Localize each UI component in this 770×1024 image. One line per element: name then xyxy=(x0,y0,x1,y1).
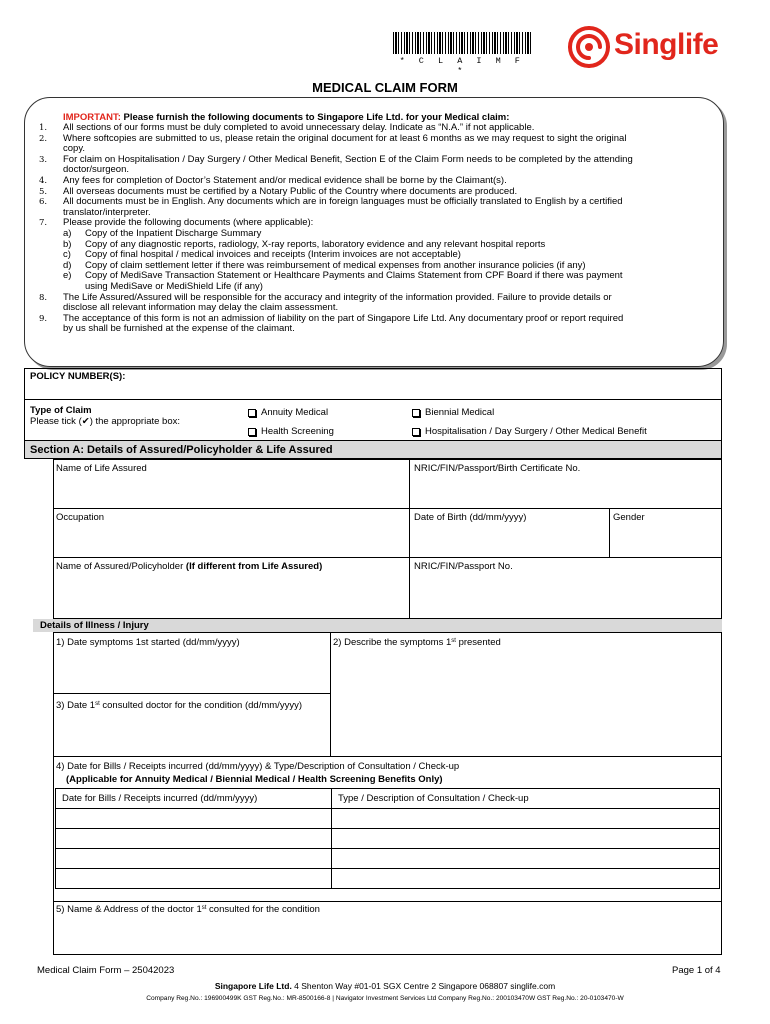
occupation-field[interactable] xyxy=(53,508,410,558)
list-item: 5. All overseas documents must be certified by a Notary Public of the Country where documents are produced. xyxy=(39,185,518,197)
list-item: 6. All documents must be in English. Any documents which are in foreign languages must be officially translated to English by a certified translator/interpreter. xyxy=(39,196,623,218)
bills-date-cell[interactable] xyxy=(55,868,332,889)
checkbox-health-screening[interactable]: Health Screening xyxy=(248,426,334,437)
barcode xyxy=(393,32,531,54)
policy-number-field[interactable] xyxy=(24,368,722,400)
bills-col-type-label: Type / Description of Consultation / Check-up xyxy=(338,793,529,804)
checkbox-annuity-medical[interactable]: Annuity Medical xyxy=(248,407,328,418)
bills-date-cell[interactable] xyxy=(55,808,332,829)
checkbox-icon[interactable] xyxy=(248,409,256,417)
bills-question-label: 4) Date for Bills / Receipts incurred (dd/mm/yyyy) & Type/Description of Consultation / Check-up xyxy=(56,761,460,772)
life-assured-nric-label: NRIC/FIN/Passport/Birth Certificate No. xyxy=(414,463,581,474)
policy-number-label: POLICY NUMBER(S): xyxy=(30,371,126,382)
list-item: 2. Where softcopies are submitted to us, please retain the original document for at least 6 months as we may request to sight the original copy. xyxy=(39,132,627,155)
checkbox-icon[interactable] xyxy=(248,428,256,436)
company-address: Singapore Life Ltd. 4 Shenton Way #01-01 SGX Centre 2 Singapore 068807 singlife.com xyxy=(214,981,556,991)
list-item: 1. All sections of our forms must be duly completed to avoid unnecessary delay. Indicate as “N.A.” if not applicable. xyxy=(39,122,535,133)
form-code: Medical Claim Form – 25042023 xyxy=(37,965,175,976)
bills-type-cell[interactable] xyxy=(331,848,720,869)
section-a-title: Section A: Details of Assured/Policyholder & Life Assured xyxy=(30,444,333,456)
list-item: 3. For claim on Hospitalisation / Day Surgery / Other Medical Benefit, Section E of the Claim Form needs to be completed by the attending doctor/surgeon. xyxy=(39,153,633,176)
brand-name: Singlife xyxy=(614,28,719,61)
singlife-swirl-icon xyxy=(566,24,612,70)
occupation-label: Occupation xyxy=(56,512,105,523)
list-item: 4. Any fees for completion of Doctor’s Statement and/or medical evidence shall be borne by the Claimant(s). xyxy=(39,174,507,186)
important-notice-box xyxy=(24,97,724,367)
page-number: Page 1 of 4 xyxy=(672,965,721,976)
singlife-logo xyxy=(566,24,746,70)
list-item: 7. Please provide the following documents (where applicable): a) Copy of the Inpatient Discharge Summary b) Copy of any diagnostic reports, radiology, X-ray reports, laboratory evidence and any relevant hospital reports c) Copy of final hospital / medical invoices and receipts (Interim invoices are not acceptable) d) Copy of claim settlement letter if there was reimbursement of medical expenses from another insurance policies (if any) e) Copy of MediSave Transaction Statement or Healthcare Payments and Claims Statement from CPF Board if there was payment using MediSave or MediShield Life (if any) xyxy=(63,218,709,292)
sub-list-item: c) Copy of final hospital / medical invoices and receipts (Interim invoices are not acceptable) xyxy=(63,249,461,261)
bills-date-cell[interactable] xyxy=(55,848,332,869)
barcode-text: * C L A I M F * xyxy=(399,56,525,76)
symptoms-start-date-label: 1) Date symptoms 1st started (dd/mm/yyyy) xyxy=(56,637,240,648)
list-item: 8. The Life Assured/Assured will be responsible for the accuracy and integrity of the information provided. Failure to provide details or disclose all relevant information may delay the claim assessment. xyxy=(39,291,612,314)
checkbox-icon[interactable] xyxy=(412,428,420,436)
illness-title: Details of Illness / Injury xyxy=(40,620,149,631)
bills-type-cell[interactable] xyxy=(331,828,720,849)
sub-list-item: e) Copy of MediSave Transaction Statement or Healthcare Payments and Claims Statement from CPF Board if there was payment using MediSave or MediShield Life (if any) xyxy=(63,270,623,292)
symptoms-description-label: 2) Describe the symptoms 1st presented xyxy=(333,637,501,648)
checkbox-biennial-medical[interactable]: Biennial Medical xyxy=(412,407,494,418)
bills-type-cell[interactable] xyxy=(331,808,720,829)
dob-label: Date of Birth (dd/mm/yyyy) xyxy=(414,512,527,523)
gender-label: Gender xyxy=(613,512,645,523)
list-item: 9. The acceptance of this form is not an admission of liability on the part of Singapore Life Ltd. Any documentary proof or report required by us shall be furnished at the expense of the claimant. xyxy=(39,312,624,335)
bills-date-cell[interactable] xyxy=(55,828,332,849)
symptoms-description-field[interactable] xyxy=(330,632,722,757)
doctor-name-address-label: 5) Name & Address of the doctor 1st consulted for the condition xyxy=(56,904,320,915)
sub-list-item: d) Copy of claim settlement letter if there was reimbursement of medical expenses from another insurance policies (if any) xyxy=(63,259,586,271)
company-registration: Company Reg.No.: 196900499K GST Reg.No.: MR-8500166-8 | Navigator Investment Services Ltd Company Reg.No.: 200103470W GST Reg.No.: 20-0103470-W xyxy=(146,995,624,1002)
first-consult-date-label: 3) Date 1st consulted doctor for the condition (dd/mm/yyyy) xyxy=(56,700,302,711)
important-list xyxy=(39,122,709,335)
important-label: IMPORTANT: xyxy=(63,112,121,123)
sub-list-item: a) Copy of the Inpatient Discharge Summary xyxy=(63,227,262,239)
claim-type-label: Type of Claim Please tick (✔) the appropriate box: xyxy=(30,405,181,427)
life-assured-name-label: Name of Life Assured xyxy=(56,463,147,474)
checkbox-hospitalisation[interactable]: Hospitalisation / Day Surgery / Other Medical Benefit xyxy=(412,426,647,437)
policyholder-name-label: Name of Assured/Policyholder (If different from Life Assured) xyxy=(56,561,323,572)
bills-note-label: (Applicable for Annuity Medical / Biennial Medical / Health Screening Benefits Only) xyxy=(66,774,443,785)
sub-list-item: b) Copy of any diagnostic reports, radiology, X-ray reports, laboratory evidence and any relevant hospital reports xyxy=(63,238,546,250)
form-title: MEDICAL CLAIM FORM xyxy=(312,80,458,95)
document-sublist xyxy=(63,229,709,293)
bills-col-date-label: Date for Bills / Receipts incurred (dd/mm/yyyy) xyxy=(62,793,258,804)
important-intro: Please furnish the following documents to Singapore Life Ltd. for your Medical claim: xyxy=(120,112,510,123)
bills-type-cell[interactable] xyxy=(331,868,720,889)
checkbox-icon[interactable] xyxy=(412,409,420,417)
policyholder-nric-label: NRIC/FIN/Passport No. xyxy=(414,561,513,572)
